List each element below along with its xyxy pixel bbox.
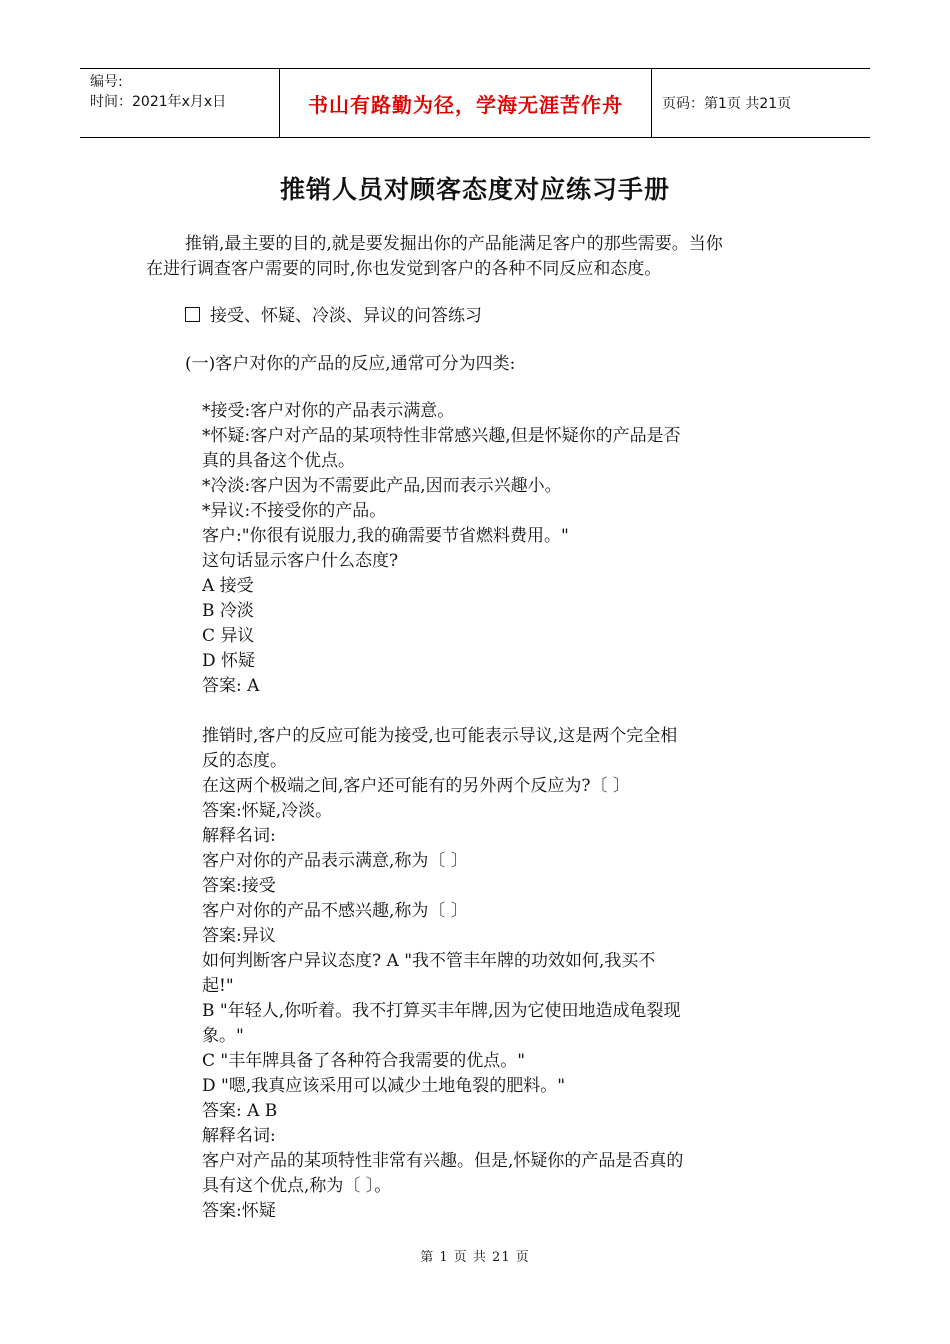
page-header [80, 68, 870, 138]
body-line: 在这两个极端之间,客户还可能有的另外两个反应为?〔 〕 [202, 776, 630, 796]
document-time: 时间：2021年x月x日 [90, 94, 227, 110]
section-heading-text: 接受、怀疑、冷淡、异议的问答练习 [210, 306, 482, 326]
body-line: 具有这个优点,称为〔 〕。 [202, 1176, 392, 1196]
body-line: 答案: A [202, 676, 260, 696]
body-line: 答案: A B [202, 1101, 278, 1121]
body-line: B 冷淡 [202, 601, 254, 621]
intro-line-2: 在进行调查客户需要的同时,你也发觉到客户的各种不同反应和态度。 [146, 259, 662, 279]
body-line: 如何判断客户异议态度? A "我不管丰年牌的功效如何,我买不 [202, 951, 656, 971]
body-line: *异议:不接受你的产品。 [202, 501, 387, 521]
body-line: C "丰年牌具备了各种符合我需要的优点。" [202, 1051, 526, 1071]
document-number-label: 编号: [90, 74, 123, 90]
header-meta [80, 69, 280, 137]
body-line: 答案:怀疑 [202, 1201, 276, 1221]
header-page-info: 页码：第1页 共21页 [662, 96, 792, 112]
body-line: *接受:客户对你的产品表示满意。 [202, 401, 455, 421]
page-footer: 第 1 页 共 21 页 [420, 1250, 530, 1265]
header-motto: 书山有路勤为径，学海无涯苦作舟 [280, 69, 652, 137]
subsection-heading: (一)客户对你的产品的反应,通常可分为四类: [185, 354, 516, 374]
body-line: 真的具备这个优点。 [202, 451, 355, 471]
body-line: *怀疑:客户对产品的某项特性非常感兴趣,但是怀疑你的产品是否 [202, 426, 681, 446]
body-line: C 异议 [202, 626, 255, 646]
body-line: 客户对你的产品表示满意,称为〔 〕 [202, 851, 468, 871]
checkbox-icon [185, 307, 200, 322]
body-line: 这句话显示客户什么态度? [202, 551, 399, 571]
body-line: D 怀疑 [202, 651, 256, 671]
body-line: 答案:异议 [202, 926, 276, 946]
body-line: 答案:怀疑,冷淡。 [202, 801, 333, 821]
body-line: 客户对产品的某项特性非常有兴趣。但是,怀疑你的产品是否真的 [202, 1151, 684, 1171]
body-line: 答案:接受 [202, 876, 276, 896]
body-line: 解释名词: [202, 1126, 276, 1146]
body-line: 起!" [202, 976, 234, 996]
body-line: 象。" [202, 1026, 244, 1046]
body-line: B "年轻人,你听着。我不打算买丰年牌,因为它使田地造成龟裂现 [202, 1001, 681, 1021]
body-line: D "嗯,我真应该采用可以减少土地龟裂的肥料。" [202, 1076, 566, 1096]
body-line: 反的态度。 [202, 751, 287, 771]
body-line: 解释名词: [202, 826, 276, 846]
body-line: 推销时,客户的反应可能为接受,也可能表示导议,这是两个完全相 [202, 726, 678, 746]
body-line: 客户:"你很有说服力,我的确需要节省燃料费用。" [202, 526, 569, 546]
body-line: *冷淡:客户因为不需要此产品,因而表示兴趣小。 [202, 476, 562, 496]
document-title: 推销人员对顾客态度对应练习手册 [279, 175, 670, 204]
intro-line-1: 推销,最主要的目的,就是要发掘出你的产品能满足客户的那些需要。当你 [185, 234, 723, 254]
body-line: 客户对你的产品不感兴趣,称为〔 〕 [202, 901, 468, 921]
body-line: A 接受 [202, 576, 254, 596]
section-heading [185, 304, 482, 328]
